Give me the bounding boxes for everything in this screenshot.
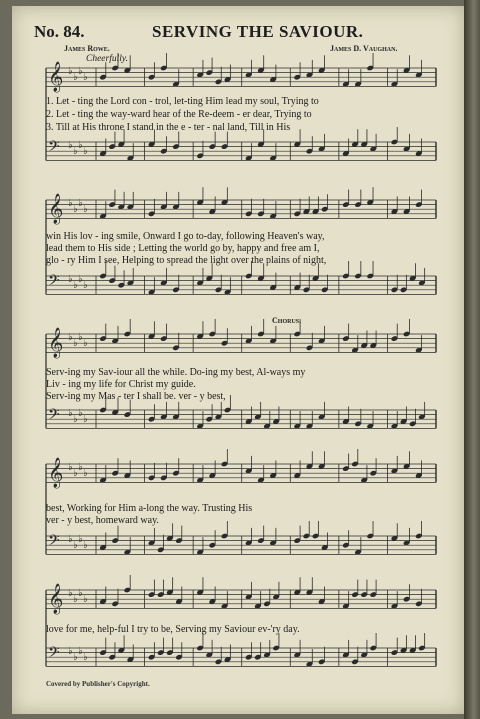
lyric-line: 3. Till at His throne I stand in the e - ter - nal land, Till in His — [46, 122, 291, 133]
flat-sign: ♭ — [83, 72, 88, 83]
flat-sign: ♭ — [68, 588, 73, 599]
lyric-line: lead them to His side ; Letting the world go by, happy and free am I, — [46, 243, 320, 254]
lyric-line: ver - y best, homeward way. — [46, 515, 159, 526]
flat-sign: ♭ — [78, 66, 83, 77]
flat-sign: ♭ — [78, 332, 83, 343]
flat-sign: ♭ — [73, 540, 78, 551]
flat-sign: ♭ — [83, 338, 88, 349]
treble-clef: 𝄞 — [48, 458, 64, 488]
flat-sign: ♭ — [78, 408, 83, 419]
flat-sign: ♭ — [68, 140, 73, 151]
flat-sign: ♭ — [73, 204, 78, 215]
treble-clef: 𝄞 — [48, 194, 64, 224]
flat-sign: ♭ — [78, 198, 83, 209]
lyric-line: glo - ry Him I see, Helping to spread the light over the plains of night, — [46, 255, 327, 266]
flat-sign: ♭ — [73, 72, 78, 83]
flat-sign: ♭ — [73, 652, 78, 663]
flat-sign: ♭ — [68, 198, 73, 209]
flat-sign: ♭ — [78, 274, 83, 285]
composer-credit: James D. Vaughan. — [330, 44, 398, 53]
tempo-marking: Cheerfully. — [86, 54, 128, 64]
treble-clef: 𝄞 — [48, 584, 64, 614]
flat-sign: ♭ — [73, 594, 78, 605]
flat-sign: ♭ — [78, 462, 83, 473]
flat-sign: ♭ — [73, 414, 78, 425]
flat-sign: ♭ — [83, 540, 88, 551]
flat-sign: ♭ — [83, 468, 88, 479]
flat-sign: ♭ — [83, 146, 88, 157]
flat-sign: ♭ — [73, 146, 78, 157]
flat-sign: ♭ — [68, 462, 73, 473]
flat-sign: ♭ — [78, 588, 83, 599]
bass-clef: 𝄢 — [48, 272, 60, 293]
flat-sign: ♭ — [68, 646, 73, 657]
lyric-line: Liv - ing my life for Christ my guide. — [46, 379, 196, 390]
flat-sign: ♭ — [68, 332, 73, 343]
flat-sign: ♭ — [83, 594, 88, 605]
hymn-number: No. 84. — [34, 22, 85, 41]
lyric-line: best, Working for Him a-long the way. Trusting His — [46, 503, 253, 514]
flat-sign: ♭ — [68, 66, 73, 77]
bass-clef: 𝄢 — [48, 138, 60, 159]
flat-sign: ♭ — [83, 652, 88, 663]
bass-clef: 𝄢 — [48, 644, 60, 665]
copyright-note: Covered by Publisher's Copyright. — [46, 680, 150, 688]
lyric-line: Serv-ing my Mas - ter I shall be. ver - y best, — [46, 391, 226, 402]
bass-clef: 𝄢 — [48, 532, 60, 553]
treble-clef: 𝄞 — [48, 328, 64, 358]
flat-sign: ♭ — [68, 274, 73, 285]
lyric-line: love for me, help-ful I try to be, Serving my Saviour ev-'ry day. — [46, 624, 300, 635]
flat-sign: ♭ — [73, 468, 78, 479]
flat-sign: ♭ — [78, 534, 83, 545]
flat-sign: ♭ — [73, 280, 78, 291]
flat-sign: ♭ — [68, 408, 73, 419]
flat-sign: ♭ — [78, 646, 83, 657]
lyric-line: Serv-ing my Sav-iour all the while. Do-ing my best, Al-ways my — [46, 367, 306, 378]
lyric-line: win His lov - ing smile, Onward I go to-day, following Heaven's way, — [46, 231, 325, 242]
chorus-label: Chorus. — [272, 316, 302, 325]
hymn-title: SERVING THE SAVIOUR. — [152, 22, 364, 41]
flat-sign: ♭ — [83, 280, 88, 291]
lyric-line: 2. Let - ting the way-ward hear of the Re-deem - er dear, Trying to — [46, 109, 312, 120]
flat-sign: ♭ — [78, 140, 83, 151]
flat-sign: ♭ — [68, 534, 73, 545]
lyricist-credit: James Rowe. — [64, 44, 110, 53]
treble-clef: 𝄞 — [48, 62, 64, 92]
flat-sign: ♭ — [83, 204, 88, 215]
lyric-line: 1. Let - ting the Lord con - trol, let-ting Him lead my soul, Trying to — [46, 96, 319, 107]
bass-clef: 𝄢 — [48, 406, 60, 427]
flat-sign: ♭ — [83, 414, 88, 425]
flat-sign: ♭ — [73, 338, 78, 349]
